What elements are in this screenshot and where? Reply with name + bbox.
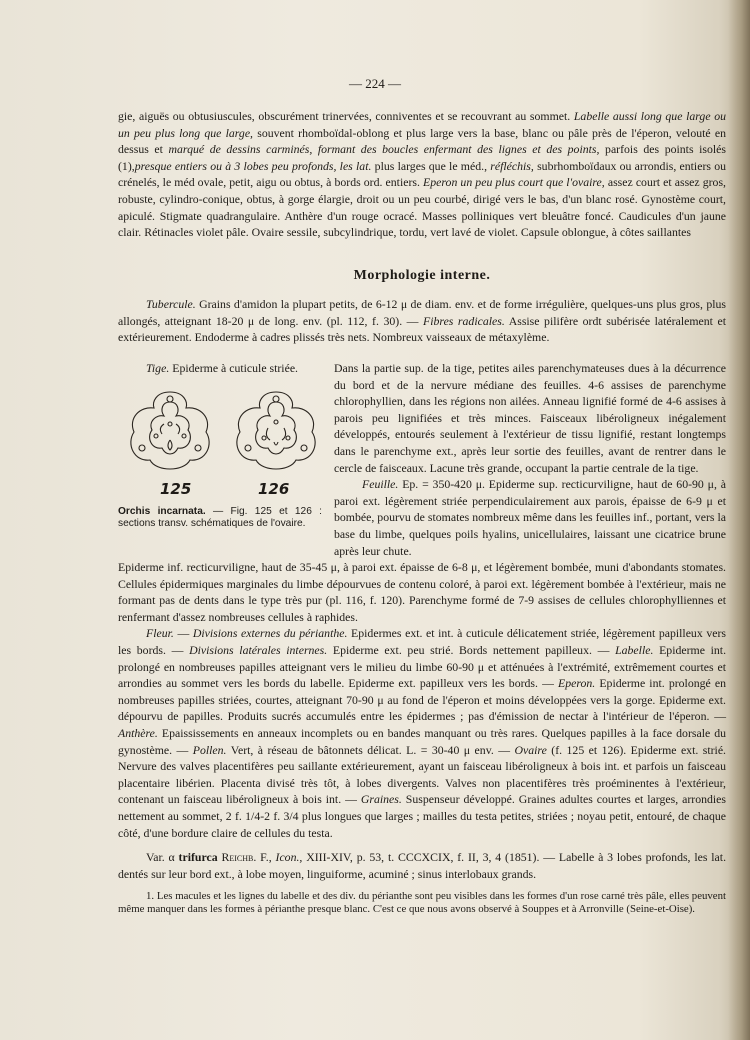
text: Vert, à réseau de bâtonnets délicat. L. = 30-40 μ env. — — [230, 742, 511, 757]
text: Ep. = 350-420 μ. Epiderme sup. recticurviligne, haut de 60-90 μ, à paroi ext. légèrement striée perpendiculairement aux parois, épaisse de 6-9 μ et bombée, pourvu de stomates nombreux même dans les feuilles inf., portant, vers la base du limbe, quelques poils hyalins, unicellulaires, laissant une cicatrice brune après leur chute. — [334, 477, 726, 558]
text: Epiderme ext. peu strié. Bords nettement papilleux. — — [332, 642, 610, 657]
text: XIII-XIV, p. 53, t. CCCXCIX, f. II, 3, 4 (1851). — Labelle à 3 lobes profonds, les lat. dentés sur leur bord ext., à lobe moyen, linguiforme, acuminé ; sinus interlobaux grands. — [118, 850, 727, 881]
text: Dans la partie sup. de la tige, petites ailes parenchymateuses dues à la décurrence du bord et de la nervure médiane des feuilles. 4-6 assises de parenchyme chlorophyllien, dans les régions non ailées. Anneau lignifié formé de 4-6 assises à parois peu lignifiées et très minces. Faisceaux libéroligneux inégalement développés, entourés seulement à l'extérieur de tissu lignifié, restant longtemps dans le parenchyme ext., après leur sortie des feuilles, avant de rentrer dans le cercle de faisceaux. Lacune très grande, occupant la partie centrale de la tige. — [334, 361, 726, 475]
section-heading: Morphologie interne. — [353, 268, 491, 283]
text: (f. 125 et 126). Epiderme ext. strié. Nervure des valves placentifères peu saillante extérieurement, ayant un faisceau libéroligneux à bois int. et parfois un faisceau placentaire libérien. Placenta divisé très tôt, à lobes divergents. Valves non placentifères très proéminentes à l'extérieur, contenant un faisceau libéroligneux à bois int. — — [118, 742, 727, 807]
right-column-text — [334, 360, 726, 559]
text: F., — [260, 850, 272, 865]
figure-number-126: 126 — [258, 480, 290, 498]
text: Suspenseur développé. Graines adultes courtes et larges, arrondies nettement au sommet, 2 f. 1/4-2 f. 3/4 plus longues que larges ; mailles du testa petites, striées ; noyau petit, entouré, de chaque côté, d'une bordure claire de cellules du testa. — [118, 792, 726, 840]
text: Epiderme int. prolongé en nombreuses papilles striées, courtes, atteignant 70-90 μ au fond de l'éperon et moins développées vers la gorge. Epiderme ext. dépourvu de papilles. Produits sucrés accumulés entre les épidermes ; pas d'émission de nectar à l'intérieur de l'éperon. — — [118, 676, 726, 724]
label-pollen: Pollen. — [192, 742, 227, 757]
text: parfois des points isolés (1), — [118, 142, 727, 173]
label-anthere: Anthère. — [118, 725, 158, 740]
reference-icon: Icon., — [275, 850, 303, 865]
variety-name: trifurca — [178, 850, 218, 865]
variety-author: Reichb. — [221, 850, 257, 865]
text-italic: Labelle aussi long que large ou un peu plus long que large, — [118, 109, 726, 140]
page-number: — 224 — — [349, 76, 401, 91]
feuille-fleur-paragraphs: Epiderme inf. recticurviligne, haut de 35-45 μ, à paroi ext. épaisse de 6-8 μ, et légèrement bombée, muni d'abondants stomates. Cellules épidermiques marginales du limbe dépourvues de contenu coloré, à paroi ext. légèrement bombée à l'extérieur, mais ne formant pas de dents dans le type très pur (pl. 116, f. 120). Parenchyme formé de 7-9 assises de cellules chlorophylliennes et renfermant d'assez nombreuses cellules à raphides. Fleur. — Divisions externes du périanthe. Epidermes ext. et int. à cuticule délicatement striée, légèrement papilleux vers les bords. — Divisions latérales internes. Epiderme ext. peu strié. Bords nettement papilleux. — Labelle. Epiderme int. prolongé en nombreuses papilles atteignant vers le milieu du limbe 60-90 μ et atténuées à l'extrémité, extrêmement courtes et arrondies au sommet vers les bords du labelle. Epiderme ext. papilleux vers les bords. — Eperon. Epiderme int. prolongé en nombreuses papilles striées, courtes, atteignant 70-90 μ au fond de l'éperon et moins développées vers la gorge. Epiderme ext. dépourvu de papilles. Produits sucrés accumulés entre les épidermes ; pas d'émission de nectar à l'intérieur de l'éperon. — Anthère. Epaississements en anneaux incomplets ou en bandes manquant ou très rares. Quelques papilles à la face dorsale du gynostème. — Pollen. Vert, à réseau de bâtonnets délicat. L. = 30-40 μ env. — Ovaire (f. 125 et 126). Epiderme ext. strié. Nervure des valves placentifères peu saillante extérieurement, ayant un faisceau libéroligneux à bois int. et parfois un faisceau placentaire libérien. Placenta divisé très tôt, à lobes divergents. Valves non placentifères très proéminentes à l'extérieur, contenant un faisceau libéroligneux à bois int. — Graines. Suspenseur développé. Graines adultes courtes et larges, arrondies nettement au sommet, 2 f. 1/4-2 f. 3/4 plus longues que larges ; mailles du testa petites, striées ; noyau petit, entouré, de chaque côté, d'une bordure claire de cellules du testa. Var. α trifurca Reichb. F., Icon., XIII-XIV, p. 53, t. CCCXCIX, f. II, 3, 4 (1851). — Labelle à 3 lobes profonds, les lat. dentés sur leur bord ext., à lobe moyen, linguiforme, acuminé ; sinus interlobaux grands. — [118, 560, 727, 881]
label-eperon: Eperon. — [557, 676, 596, 691]
text-italic: presque entiers ou à 3 lobes peu profonds, les lat. — [134, 158, 372, 173]
tige-lead — [118, 360, 334, 377]
text: Grains d'amidon la plupart petits, de 6-12 μ de diam. env. et de forme irrégulière, quelques-uns plus gros, plus allongés, atteignant 18-20 μ de long. env. (pl. 112, f. 30). — — [118, 297, 726, 328]
ovary-section-drawing — [118, 384, 328, 504]
text-italic: réfléchis, — [490, 158, 534, 173]
text-italic: Eperon un peu plus court que l'ovaire, — [423, 175, 605, 190]
footnote: 1. Les macules et les lignes du labelle et des div. du périanthe sont peu visibles dans les formes d'un rose carné très pâle, elles peuvent même manquer dans les formes à périanthe presque blanc. C'est ce que nous avons observé à Souppes et à Arronville (Seine-et-Oise). — [118, 890, 726, 916]
label-div-ext: Divisions externes du périanthe. — [192, 626, 348, 641]
text: Epidermes ext. et int. à cuticule délicatement striée, légèrement papilleux vers les bords. — — [118, 626, 726, 657]
label-feuille: Feuille. — [362, 477, 399, 492]
label-fleur: Fleur. — [146, 626, 174, 641]
label-ovaire: Ovaire — [514, 742, 547, 757]
label-tubercule: Tubercule. — [146, 297, 196, 311]
caption-text: — Fig. 125 et 126 : sections transv. schématiques de l'ovaire. — [118, 506, 322, 529]
text: plus larges que le méd., — [374, 158, 488, 173]
text: Epiderme inf. recticurviligne, haut de 35-45 μ, à paroi ext. épaisse de 6-8 μ, et légèrement bombée, muni d'abondants stomates. Cellules épidermiques marginales du limbe dépourvues de contenu coloré, à paroi ext. légèrement bombée à l'extérieur, mais ne formant pas de dents dans le type très pur (pl. 116, f. 120). Parenchyme formé de 7-9 assises de cellules chlorophylliennes et renfermant d'assez nombreuses cellules à raphides. — [118, 560, 726, 624]
text: subrhomboïdaux ou arrondis, entiers ou crénelés, le méd ovale, petit, aigu ou obtus, à bords ord. entiers. — [118, 158, 727, 190]
label-graines: Graines. — [360, 792, 402, 807]
text: assez court et assez gros, robuste, cylindro-conique, obtus, à gorge élargie, droit ou un peu courbé, dirigé vers le bas, d'un blanc rosé. Gynostème court, apiculé. Stigmate quadrangulaire. Anthère d'un rouge ocracé. Masses polliniques vert bleuâtre foncé. Caudicules d'un jaune clair. Rétinacles violet pâle. Ovaire sessile, subcylindrique, tordu, vert lavé de violet. Capsule oblongue, à côtes saillantes — [118, 175, 726, 240]
text: Epiderme à cuticule striée. — [172, 361, 299, 375]
text: Epiderme int. prolongé en nombreuses papilles atteignant vers le milieu du limbe 60-90 μ et atténuées à l'extrémité, extrêmement courtes et arrondies au sommet vers les bords du labelle. Epiderme ext. papilleux vers les bords. — — [118, 642, 727, 691]
caption-species: Orchis incarnata. — [118, 506, 206, 517]
description-paragraph — [118, 108, 726, 241]
label-tige: Tige. — [146, 361, 170, 375]
page-edge-shadow — [728, 0, 750, 1040]
figure-number-125: 125 — [160, 480, 192, 498]
tubercule-paragraph — [118, 296, 726, 346]
label-labelle: Labelle. — [615, 642, 654, 657]
figure-caption — [118, 506, 322, 529]
text: gie, aiguës ou obtusiuscules, obscurément trinervées, conniventes et se recouvrant au sommet. — [118, 109, 571, 123]
label-fibres: Fibres radicales. — [423, 313, 505, 328]
text-italic: marqué de dessins carminés, formant des boucles enfermant des lignes et des points, — [168, 142, 600, 157]
text: Epaississements en anneaux incomplets ou en bandes manquant ou très rares. Quelques papilles à la face dorsale du gynostème. — — [118, 725, 727, 757]
label-div-lat: Divisions latérales internes. — [189, 642, 328, 657]
text: Assise pilifère ordt subérisée latéralement et extérieurement. Endoderme à cadres plissés très nets. Nombreux vaisseaux de métaxylème. — [118, 313, 726, 345]
text: Var. α — [146, 850, 175, 865]
text: souvent rhomboïdal-oblong et plus large vers la base, blanc ou pâle près de l'éperon, velouté en dessus et — [118, 125, 726, 157]
